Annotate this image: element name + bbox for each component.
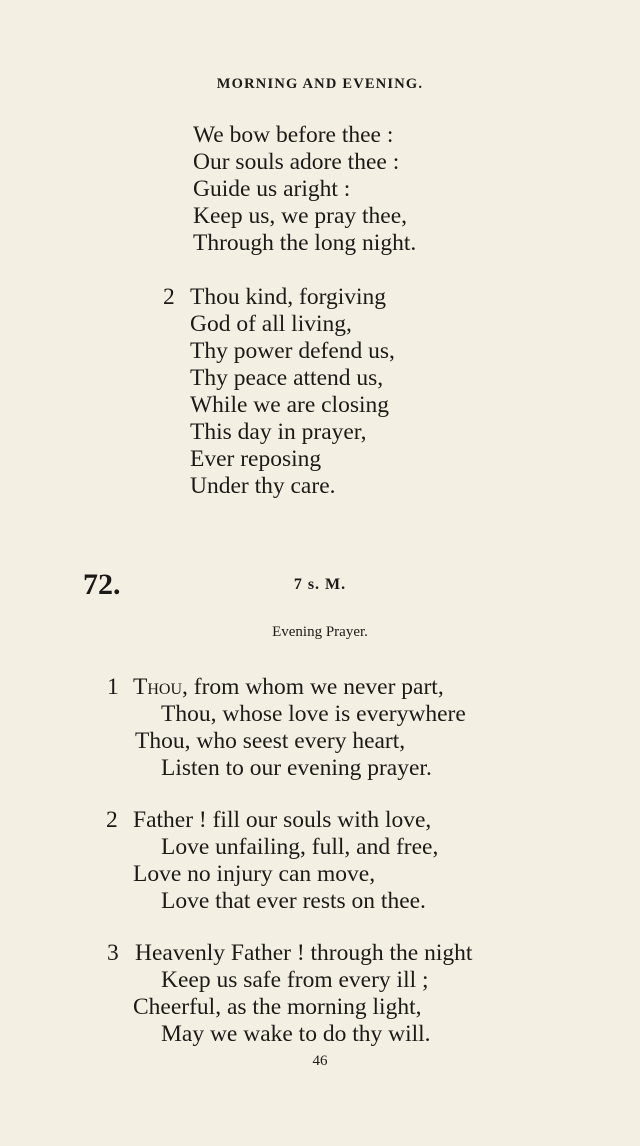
verse-line: This day in prayer,: [190, 419, 367, 445]
verse-line: Thy power defend us,: [190, 338, 395, 364]
verse-line: Thou, whose love is everywhere: [161, 701, 466, 727]
verse-line: Thou kind, forgiving: [190, 284, 387, 310]
running-header: MORNING AND EVENING.: [216, 76, 424, 92]
first-word: Thou: [133, 674, 183, 700]
verse-line: [133, 674, 444, 701]
verse-line: Keep us, we pray thee,: [193, 203, 408, 229]
stanza-number: 2: [163, 284, 175, 310]
verse-line: Under thy care.: [190, 473, 336, 499]
hymn-meter: 7 s. M.: [293, 576, 347, 593]
page-number: 46: [312, 1053, 328, 1069]
verse-line: Our souls adore thee :: [193, 149, 400, 175]
hymn-title: Evening Prayer.: [272, 624, 368, 640]
verse-line: While we are closing: [190, 392, 390, 418]
verse-line: Love unfailing, full, and free,: [161, 834, 439, 860]
verse-line: Thy peace attend us,: [190, 365, 384, 391]
verse-line: Love that ever rests on thee.: [161, 888, 426, 914]
stanza-number: 1: [107, 674, 119, 700]
verse-line: God of all living,: [190, 311, 352, 337]
verse-line: Love no injury can move,: [133, 861, 376, 887]
verse-line: Keep us safe from every ill ;: [161, 967, 429, 993]
stanza-number: 2: [106, 807, 118, 833]
hymn-number: 72.: [83, 568, 121, 601]
verse-line: Guide us aright :: [193, 176, 351, 202]
stanza-number: 3: [107, 940, 119, 966]
verse-line: We bow before thee :: [193, 122, 394, 148]
verse-line: Heavenly Father ! through the night: [135, 940, 473, 966]
verse-line: Listen to our evening prayer.: [161, 755, 432, 781]
verse-line: May we wake to do thy will.: [161, 1021, 431, 1047]
verse-line: Thou, who seest every heart,: [135, 728, 406, 754]
verse-line: Cheerful, as the morning light,: [133, 994, 422, 1020]
verse-line: Father ! fill our souls with love,: [133, 807, 432, 833]
first-line-rest: , from whom we never part,: [182, 674, 444, 700]
verse-line: Through the long night.: [193, 230, 417, 256]
verse-line: Ever reposing: [190, 446, 322, 472]
